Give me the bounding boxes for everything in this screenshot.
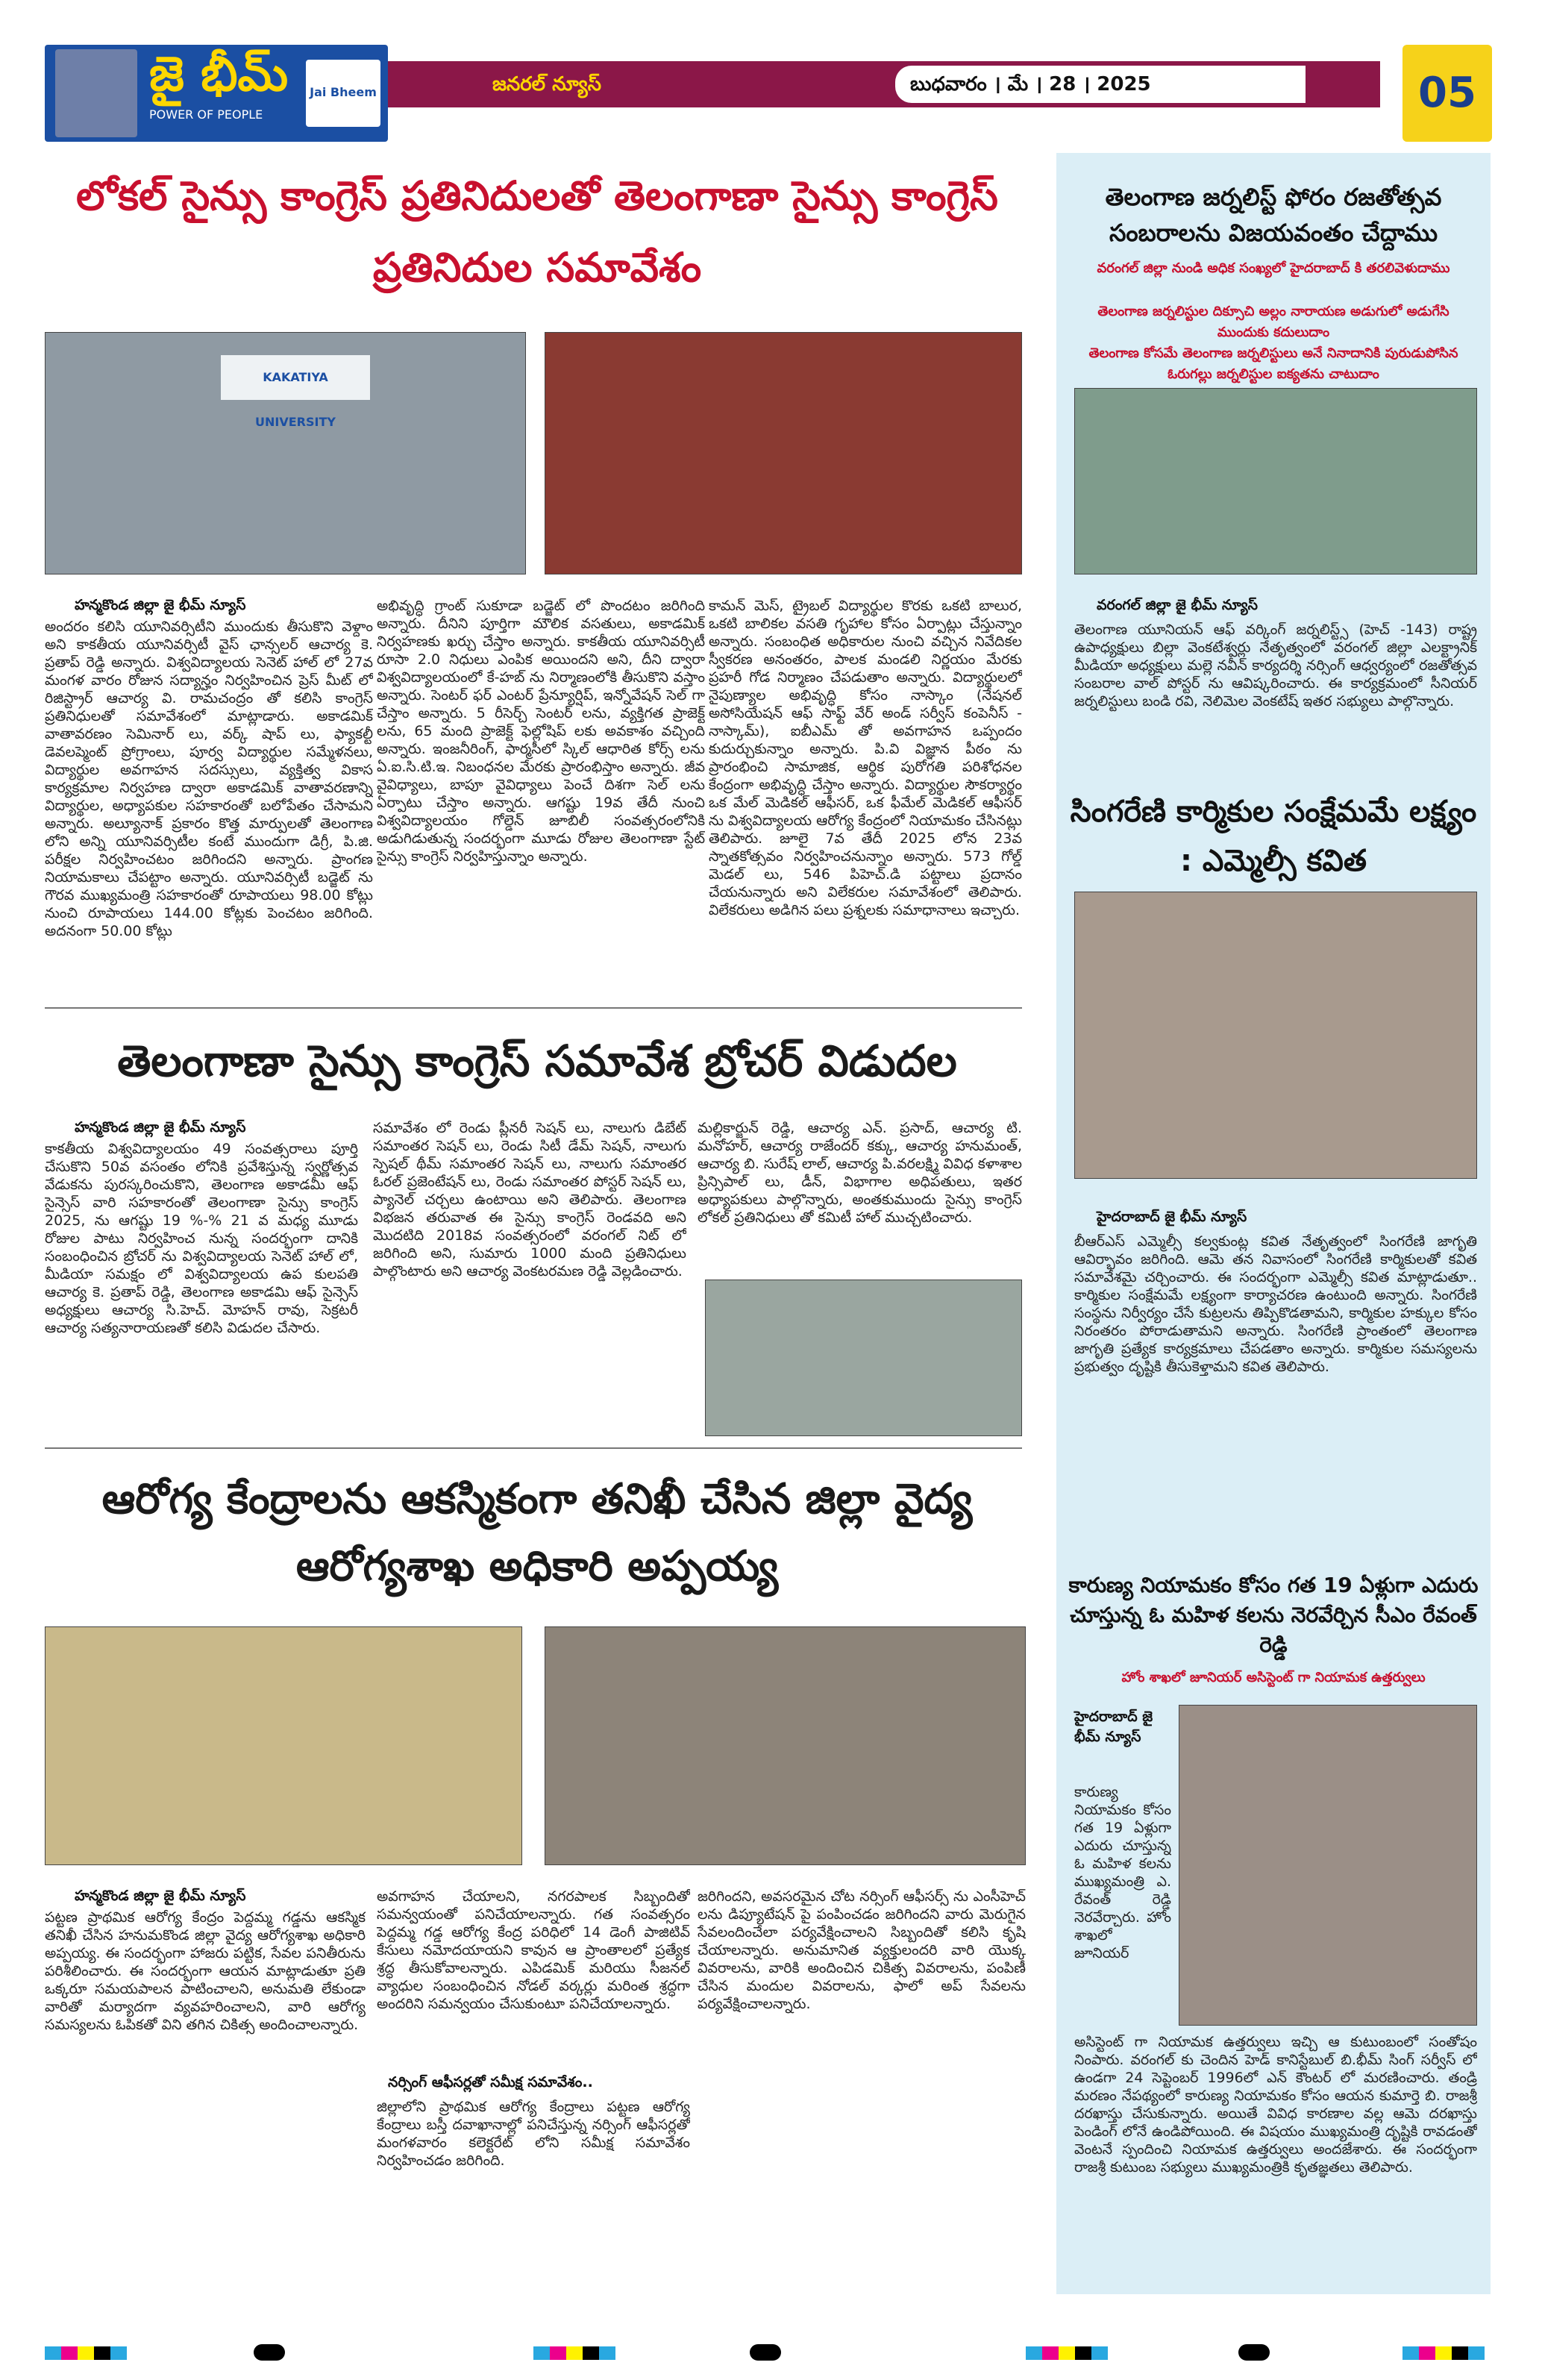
divider: [45, 1007, 1022, 1009]
registration-mark: [1238, 2344, 1270, 2361]
sidebar-story1-photo: [1074, 388, 1477, 574]
brand-logo: Jai Bheem: [306, 60, 380, 127]
sidebar-story1-sub3: తెలంగాణ కోసమే తెలంగాణ జర్నలిస్టులు అనే నినాదానికి పురుడుపోసిన ఓరుగల్లు జర్నలిస్టుల ఐక్యతను చాటుదాం: [1088, 345, 1458, 382]
masthead: [45, 45, 388, 142]
story1-col1: అందరం కలిసి యూనివర్సిటీని ముందుకు తీసుకొని వెళ్దాం అని కాకతీయ యూనివర్సిటీ వైస్ ఛాన్సలర్ ఆచార్య కె. ప్రతాప్ రెడ్డి అన్నారు. విశ్వవిద్యాలయ సెనెట్ హాల్ లో 27వ మంగళ వారం రోజున సద్యాన్హం నిర్వహించిన ప్రెస్ మీట్ లో రిజిస్ట్రార్ ఆచార్య వి. రామచంద్రం తో కలిసి కాంగ్రెస్ ప్రతినిధులతో సమావేశంలో మాట్లాడారు. అకాడమిక్ వాతావరణం సెమినార్ లు, వర్క్ షాప్ లు, ఫ్యాకల్టీ డెవలప్మెంట్ ప్రోగ్రాంలు, పూర్వ విద్యార్థుల సమ్మేళనలు, విద్యార్థుల అవగాహన సదస్సులు, వ్యక్తిత్వ వికాస కార్యక్రమాల నిర్వహణ ద్వారా అకాడమిక్ వాతావరణాన్ని విద్యార్థుల, అధ్యాపకుల సహకారంతో బలోపేతం చేసామని అన్నారు. అల్యూనాక్ ప్రకారం కొత్త మార్పులతో తెలంగాణ లోని అన్ని యూనివర్సిటీల కంటే ముందుగా డిగ్రీ, పి.జి. పరీక్షల నిర్వహించటం జరిగిందని అన్నారు. ప్రాంగణ నియామకాలు చేపట్టాం అన్నారు. యూనివర్సిటీ బడ్జెట్ ను గౌరవ ముఖ్యమంత్రి సహకారంతో రూపాయలు 98.00 కోట్లు నుంచి రూపాయలు 144.00 కోట్లకు పెంచటం జరిగింది. అదనంగా 50.00 కోట్లు: [45, 619, 373, 939]
story3-byline: హన్మకొండ జిల్లా జై భీమ్ న్యూస్: [75, 1888, 246, 1904]
story3-subhead: నర్సింగ్ ఆఫీసర్లతో సమీక్ష సమావేశం..: [388, 2074, 593, 2091]
color-bar: [45, 2346, 127, 2360]
sidebar-story1-sub1: వరంగల్ జిల్లా నుండి అధిక సంఖ్యలో హైదరాబాద్ కి తరలివెళుదాము: [1097, 260, 1450, 276]
masthead-title: జై భీమ్: [149, 47, 289, 102]
sidebar-story1-byline: వరంగల్ జిల్లా జై భీమ్ న్యూస్: [1097, 597, 1258, 613]
story2-byline: హన్మకొండ జిల్లా జై భీమ్ న్యూస్: [75, 1119, 246, 1136]
story2-headline: తెలంగాణా సైన్సు కాంగ్రెస్ సమావేశ బ్రోచర్ విడుదల: [117, 1036, 957, 1086]
story3-photo-inspection: [45, 1626, 522, 1865]
sidebar-story1-body: తెలంగాణ యూనియన్ ఆఫ్ వర్కింగ్ జర్నలిస్ట్స్ (హెచ్ -143) రాష్ట్ర ఉపాధ్యక్షులు బిల్లా వెంకటేశ్వర్లు నేతృత్వంలో వరంగల్ జిల్లా ఎలక్ట్రానిక్ మీడియా అధ్యక్షులు మల్లె నవీన్ కార్యదర్శి నర్సింగ్ ఆధ్వర్యంలో రజతోత్సవ సంబరాల వాల్ పోస్టర్ ను ఆవిష్కరించారు. ఈ కార్యక్రమంలో సీనియర్ జర్నలిస్టులు బండి రవి, నెలిమెల వెంకటేష్ ఇతర సభ్యులు పాల్గొన్నారు.: [1074, 621, 1477, 710]
story3-headline: ఆరోగ్య కేంద్రాలను ఆకస్మికంగా తనిఖీ చేసిన జిల్లా వైద్య ఆరోగ్యశాఖ అధికారి అప్పయ్య: [101, 1475, 973, 1591]
divider: [45, 1447, 1022, 1449]
story3-col2b: జిల్లాలోని ప్రాథమిక ఆరోగ్య కేంద్రాలు పట్టణ ఆరోగ్య కేంద్రాలు బస్తీ దవాఖానాల్లో పనిచేస్తున్న నర్సింగ్ ఆఫీసర్లతో మంగళవారం కలెక్టరేట్ లోని సమీక్ష సమావేశం నిర్వహించడం జరిగింది.: [377, 2099, 690, 2169]
ambedkar-portrait: [55, 49, 137, 137]
sidebar-story1-sub2: తెలంగాణ జర్నలిస్టుల దిక్సూచి అల్లం నారాయణ అడుగులో అడుగేసి ముందుకు కదులుదాం: [1097, 304, 1449, 340]
story2-col3: మల్లికార్జున్ రెడ్డి, ఆచార్య ఎన్. ప్రసాద్, ఆచార్య టి. మనోహర్, ఆచార్య రాజేందర్ కక్కు, ఆచార్య హనుమంత్, ఆచార్య బి. సురేష్ లాల్, ఆచార్య పి.వరలక్ష్మి వివిధ కళాశాల ప్రిన్సిపాల్ లు, డీన్, విభాగాల అధిపతులు, ఇతర అధ్యాపకులు పాల్గొన్నారు, అంతకుముందు సైన్సు కాంగ్రెస్ లోకల్ ప్రతినిధులు తో కమిటీ హాల్ ముచ్చటించారు.: [698, 1120, 1022, 1226]
story1-col2: అభివృద్ధి గ్రాంట్ సుకూడా బడ్జెట్ లో పొందటం జరిగింది అన్నారు. దీనిని పూర్తిగా మౌలిక వసతులు, అకాడమిక్ నిర్వహణకు ఖర్చు చేస్తాం అన్నారు. కాకతీయ యూనివర్సిటీ రూసా 2.0 నిధులు ఎంపిక అయిందని అని, దీని ద్వారా విశ్వవిద్యాలయంలో కే-హబ్ ను నిర్మాణంలోకి తీసుకొని వస్తాం అన్నారు. సెంటర్ ఫర్ ఎంటర్ ప్రేన్యూర్షిప్, ఇన్నోవేషన్ సెల్ గా చేస్తాం అన్నారు. 5 రీసెర్చ్ సెంటర్ లను, వ్యక్తిగత ప్రాజెక్ట్ లను, 65 మంది ప్రాజెక్ట్ ఫెల్లోషిప్ లకు అవకాశం వచ్చింది అన్నారు. ఇంజనీరింగ్, ఫార్మసీలో స్కిల్ ఆధారిత కోర్స్ లను ఏ.ఐ.సి.టి.ఇ. నిబంధనల మేరకు ప్రారంభిస్తాం అన్నారు. జీవ వైవిధ్యాలు, బాపూ వైవిధ్యాలు పెంచే దిశగా సెల్ లను ఏర్పాటు చేస్తాం అన్నారు. ఆగష్టు 19వ తేదీ నుంచి విశ్వవిద్యాలయం గోల్డెన్ జూబిలీ సంవత్సరంలోనికి అడుగిడుతున్న సందర్భంగా మూడు రోజుల తెలంగాణా స్టేట్ సైన్సు కాంగ్రెస్ నిర్వహిస్తున్నాం అన్నారు.: [377, 598, 705, 865]
sidebar-story3-photo: [1179, 1705, 1477, 2026]
story3-col2: అవగాహన చేయాలని, నగరపాలక సిబ్బందితో సమన్వయంతో పనిచేయాలన్నారు. గత సంవత్సరం పెద్దమ్మ గడ్డ ఆరోగ్య కేంద్ర పరిధిలో 14 డెంగీ పాజిటివ్ కేసులు నమోదయాయని కావున ఆ ప్రాంతాలలో ప్రత్యేక శ్రద్ధ తీసుకోవాలన్నారు. ఎపిడమిక్ మరియు సీజనల్ వ్యాధుల సంబంధించిన నోడల్ వర్కర్లు మరింత శ్రద్ధగా అందరిని సమన్వయం చేసుకుంటూ పనిచేయాలన్నారు.: [377, 1888, 690, 2012]
sidebar-story2-body: బీఆర్ఎస్ ఎమ్మెల్సీ కల్వకుంట్ల కవిత నేతృత్వంలో సింగరేణి జాగృతి ఆవిర్భావం జరిగింది. ఆమె తన నివాసంలో సింగరేణి కార్మికులతో కవిత సమావేశమై చర్చించారు. ఈ సందర్భంగా ఎమ్మెల్సీ కవిత మాట్లాడుతూ.. కార్మికుల సంక్షేమమే లక్ష్యంగా కార్యాచరణ ఉంటుంది అన్నారు. సింగరేణి సంస్థను నిర్వీర్యం చేసే కుట్రలను తిప్పికొడతామని, కార్మికుల హక్కుల కోసం నిరంతరం పోరాడుతామని అన్నారు. సింగరేణి ప్రాంతంలో తెలంగాణ జాగృతి ప్రత్యేక కార్యక్రమాలు చేపడతాం అన్నారు. కార్మికుల సమస్యలను ప్రభుత్వం దృష్టికి తీసుకెళ్తామని కవిత తెలిపారు.: [1074, 1233, 1477, 1375]
color-bar: [1026, 2346, 1108, 2360]
story2-col2: సమావేశం లో రెండు ప్లీనరీ సెషన్ లు, నాలుగు డిబేట్ సమాంతర సెషన్ లు, రెండు సిటీ డేమ్ సెషన్, నాలుగు స్పెషల్ థీమ్ సమాంతర సెషన్ లు, నాలుగు సమాంతర ఓరల్ ప్రజెంటేషన్ లు, రెండు సమాంతర పోస్టర్ సెషన్ లు, ప్యానెల్ చర్చలు ఉంటాయి అని తెలిపారు. తెలంగాణ విభజన తరువాత ఈ సైన్సు కాంగ్రెస్ రెండవది అని మొదటిది 2018వ సంవత్సరంలో వరంగల్ నిట్ లో జరిగింది అని, సుమారు 1000 మంది ప్రతినిధులు పాల్గొంటారు అని ఆచార్య వెంకటరమణ రెడ్డి వెల్లడించారు.: [373, 1120, 686, 1280]
sidebar-story2-photo: [1074, 892, 1477, 1179]
sidebar-story1-headline: తెలంగాణ జర్నలిస్ట్ ఫోరం రజతోత్సవ సంబరాలను విజయవంతం చేద్దాము: [1105, 183, 1442, 247]
masthead-tagline: POWER OF PEOPLE: [149, 107, 263, 122]
sidebar-story3-body: అసిస్టెంట్ గా నియామక ఉత్తర్వులు ఇచ్చి ఆ కుటుంబంలో సంతోషం నింపారు. వరంగల్ కు చెందిన హెడ్ కానిస్టేబుల్ బి.భీమ్ సింగ్ సర్వీస్ లో ఉండగా 24 సెప్టెంబర్ 1996లో ఎన్ కౌంటర్ లో మరణించారు. తండ్రి మరణం నేపథ్యంలో కారుణ్య నియామకం కోసం ఆయన కుమార్తె బి. రాజశ్రీ దరఖాస్తు చేసుకున్నారు. అయితే వివిధ కారణాల వల్ల ఆమె దరఖాస్తు పెండింగ్ లోనే ఉండిపోయింది. ఈ విషయం ముఖ్యమంత్రి దృష్టికి రావడంతో వెంటనే స్పందించి నియామక ఉత్తర్వులు అందజేశారు. ఈ సందర్భంగా రాజశ్రీ కుటుంబ సభ్యులు ముఖ్యమంత్రికి కృతజ్ఞతలు తెలిపారు.: [1074, 2034, 1477, 2176]
page-number: 05: [1402, 45, 1492, 142]
sidebar-story3-byline: హైదరాబాద్ జై భీమ్ న్యూస్: [1074, 1709, 1153, 1745]
story1-byline: హన్మకొండ జిల్లా జై భీమ్ న్యూస్: [75, 597, 246, 613]
sidebar-story2-byline: హైదరాబాద్ జై భీమ్ న్యూస్: [1097, 1209, 1247, 1225]
sidebar-story2-headline: సింగరేణి కార్మికుల సంక్షేమమే లక్ష్యం : ఎమ్మెల్సీ కవిత: [1070, 795, 1477, 878]
registration-mark: [254, 2344, 285, 2361]
color-bar: [533, 2346, 615, 2360]
sidebar-story3-headline: కారుణ్య నియామకం కోసం గత 19 ఏళ్లుగా ఎదురు చూస్తున్న ఓ మహిళ కలను నెరవేర్చిన సీఎం రేవంత్ రెడ్డి: [1068, 1573, 1479, 1657]
story1-headline: లోకల్ సైన్సు కాంగ్రెస్ ప్రతినిదులతో తెలంగాణా సైన్సు కాంగ్రెస్ ప్రతినిదుల సమావేశం: [76, 172, 998, 291]
section-label: జనరల్ న్యూస్: [492, 73, 601, 95]
story2-col1: కాకతీయ విశ్వవిద్యాలయం 49 సంవత్సరాలు పూర్తి చేసుకొని 50వ వసంతం లోనికి ప్రవేశిస్తున్న స్వర్ణోత్సవ వేడుకను పురస్కరించుకొని, తెలంగాణ అకాడమీ ఆఫ్ సైన్సెస్ వారి సహకారంతో తెలంగాణా సైన్సు కాంగ్రెస్ 2025, ను ఆగష్టు 19 %-% 21 వ మధ్య మూడు రోజుల పాటు నిర్వహించ నున్న సందర్భంగా దానికి సంబంధించిన బ్రోచర్ ను విశ్వవిద్యాలయ సెనెట్ హాల్ లో, మీడియా సమక్షం లో విశ్వవిద్యాలయ ఉప కులపతి ఆచార్య కె. ప్రతాప్ రెడ్డి, తెలంగాణ అకాడమి ఆఫ్ సైన్సెస్ అధ్యక్షులు ఆచార్య సి.హెచ్. మోహన్ రావు, సెక్రటరీ ఆచార్య సత్యనారాయణతో కలిసి విడుదల చేసారు.: [45, 1141, 358, 1336]
story3-photo-review-meeting: [545, 1626, 1026, 1865]
story3-col1: పట్టణ ప్రాథమిక ఆరోగ్య కేంద్రం పెద్దమ్మ గడ్డను ఆకస్మిక తనిఖీ చేసిన హనుమకొండ జిల్లా వైద్య ఆరోగ్యశాఖ అధికారి అప్పయ్య. ఈ సందర్భంగా హాజరు పట్టిక, సేవల పనితీరును పరిశీలించారు. ఈ సందర్భంగా ఆయన మాట్లాడుతూ ప్రతి ఒక్కరూ సమయపాలన పాటించాలని, అనుమతి లేకుండా వారితో మర్యాదగా వ్యవహరించాలని, వారి ఆరోగ్య సమస్యలను ఓపికతో విని తగిన చికిత్స అందించాలన్నారు.: [45, 1909, 366, 2033]
story2-photo-brochure: [705, 1280, 1022, 1436]
sidebar-story3-subhead: హోం శాఖలో జూనియర్ అసిస్టెంట్ గా నియామక ఉత్తర్వులు: [1121, 1670, 1426, 1685]
kakatiya-banner: KAKATIYA UNIVERSITY: [221, 355, 370, 400]
story3-col3: జరిగిందని, అవసరమైన చోట నర్సింగ్ ఆఫీసర్స్ ను ఎంసీహెచ్ లను డిప్యూటేషన్ పై పంపించడం జరిగిందని వారు మెరుగైన సేవలందించేలా పర్యవేక్షించాలని సిబ్బందితో కలిసి కృషి చేయాలన్నారు. అనుమానిత వ్యక్తులందరి వారి యొక్క వివరాలను, వారికి అందించిన చికిత్స వివరాలను, పంపిణీ చేసిన మందుల వివరాలను, ఫాలో అప్ సేవలను పర్యవేక్షించాలన్నారు.: [698, 1888, 1026, 2012]
registration-mark: [750, 2344, 781, 2361]
issue-date: బుధవారం । మే । 28 । 2025: [895, 66, 1306, 103]
sidebar-story3-body-narrow: కారుణ్య నియామకం కోసం గత 19 ఏళ్లుగా ఎదురు చూస్తున్న ఓ మహిళ కలను ముఖ్యమంత్రి ఎ. రేవంత్ రెడ్డి నెరవేర్చారు. హోం శాఖలో జూనియర్: [1074, 1784, 1171, 1961]
story1-col3: కామన్ మెస్, ట్రైబల్ విద్యార్థుల కొరకు ఒకటి బాలుర, ఒకటి బాలికల వసతి గృహాల కోసం ఏర్పాట్లు చేస్తున్నాం అన్నారు. సంబంధిత అధికారుల నుంచి వచ్చిన నివేదికల స్వీకరణ అనంతరం, పాలక మండలి నిర్ణయం మేరకు ప్రహరీ గోడ నిర్మాణం చేపడుతాం అన్నారు. విద్యార్థులలో నైపుణ్యాల అభివృద్ధి కోసం నాస్కాం (నేషనల్ అసోసియేషన్ ఆఫ్ సాఫ్ట్ వేర్ అండ్ సర్వీస్ కంపెనీస్ - నాస్కామ్), ఐబీఎమ్ తో అవగాహన ఒప్పందం కుదుర్చుకున్నాం అన్నారు. పి.వి విజ్ఞాన పీఠం ను ప్రారంభించి సామాజిక, ఆర్థిక పురోగతి పరిశోధనల కేంద్రంగా అభివృద్ధి చేస్తాం అన్నారు. విద్యార్థుల సౌకర్యార్థం ఒక మేల్ మెడికల్ ఆఫీసర్, ఒక ఫీమేల్ మెడికల్ ఆఫీసర్ ను విశ్వవిద్యాలయ ఆరోగ్య కేంద్రంలో నియామకం చేసినట్లు తెలిపారు. జూలై 7వ తేదీ 2025 లోన 23వ స్నాతకోత్సవం నిర్వహించనున్నాం అన్నారు. 573 గోల్డ్ మెడల్ లు, 546 పిహెచ్.డి పట్టాలు ప్రదానం చేయనున్నారు అని విలేకరుల సమావేశంలో తెలిపారు. విలేకరులు అడిగిన పలు ప్రశ్నలకు సమాధానాలు ఇచ్చారు.: [709, 598, 1022, 918]
story1-photo-press: [545, 332, 1022, 574]
color-bar: [1402, 2346, 1485, 2360]
story1-photo-meeting: [45, 332, 526, 574]
